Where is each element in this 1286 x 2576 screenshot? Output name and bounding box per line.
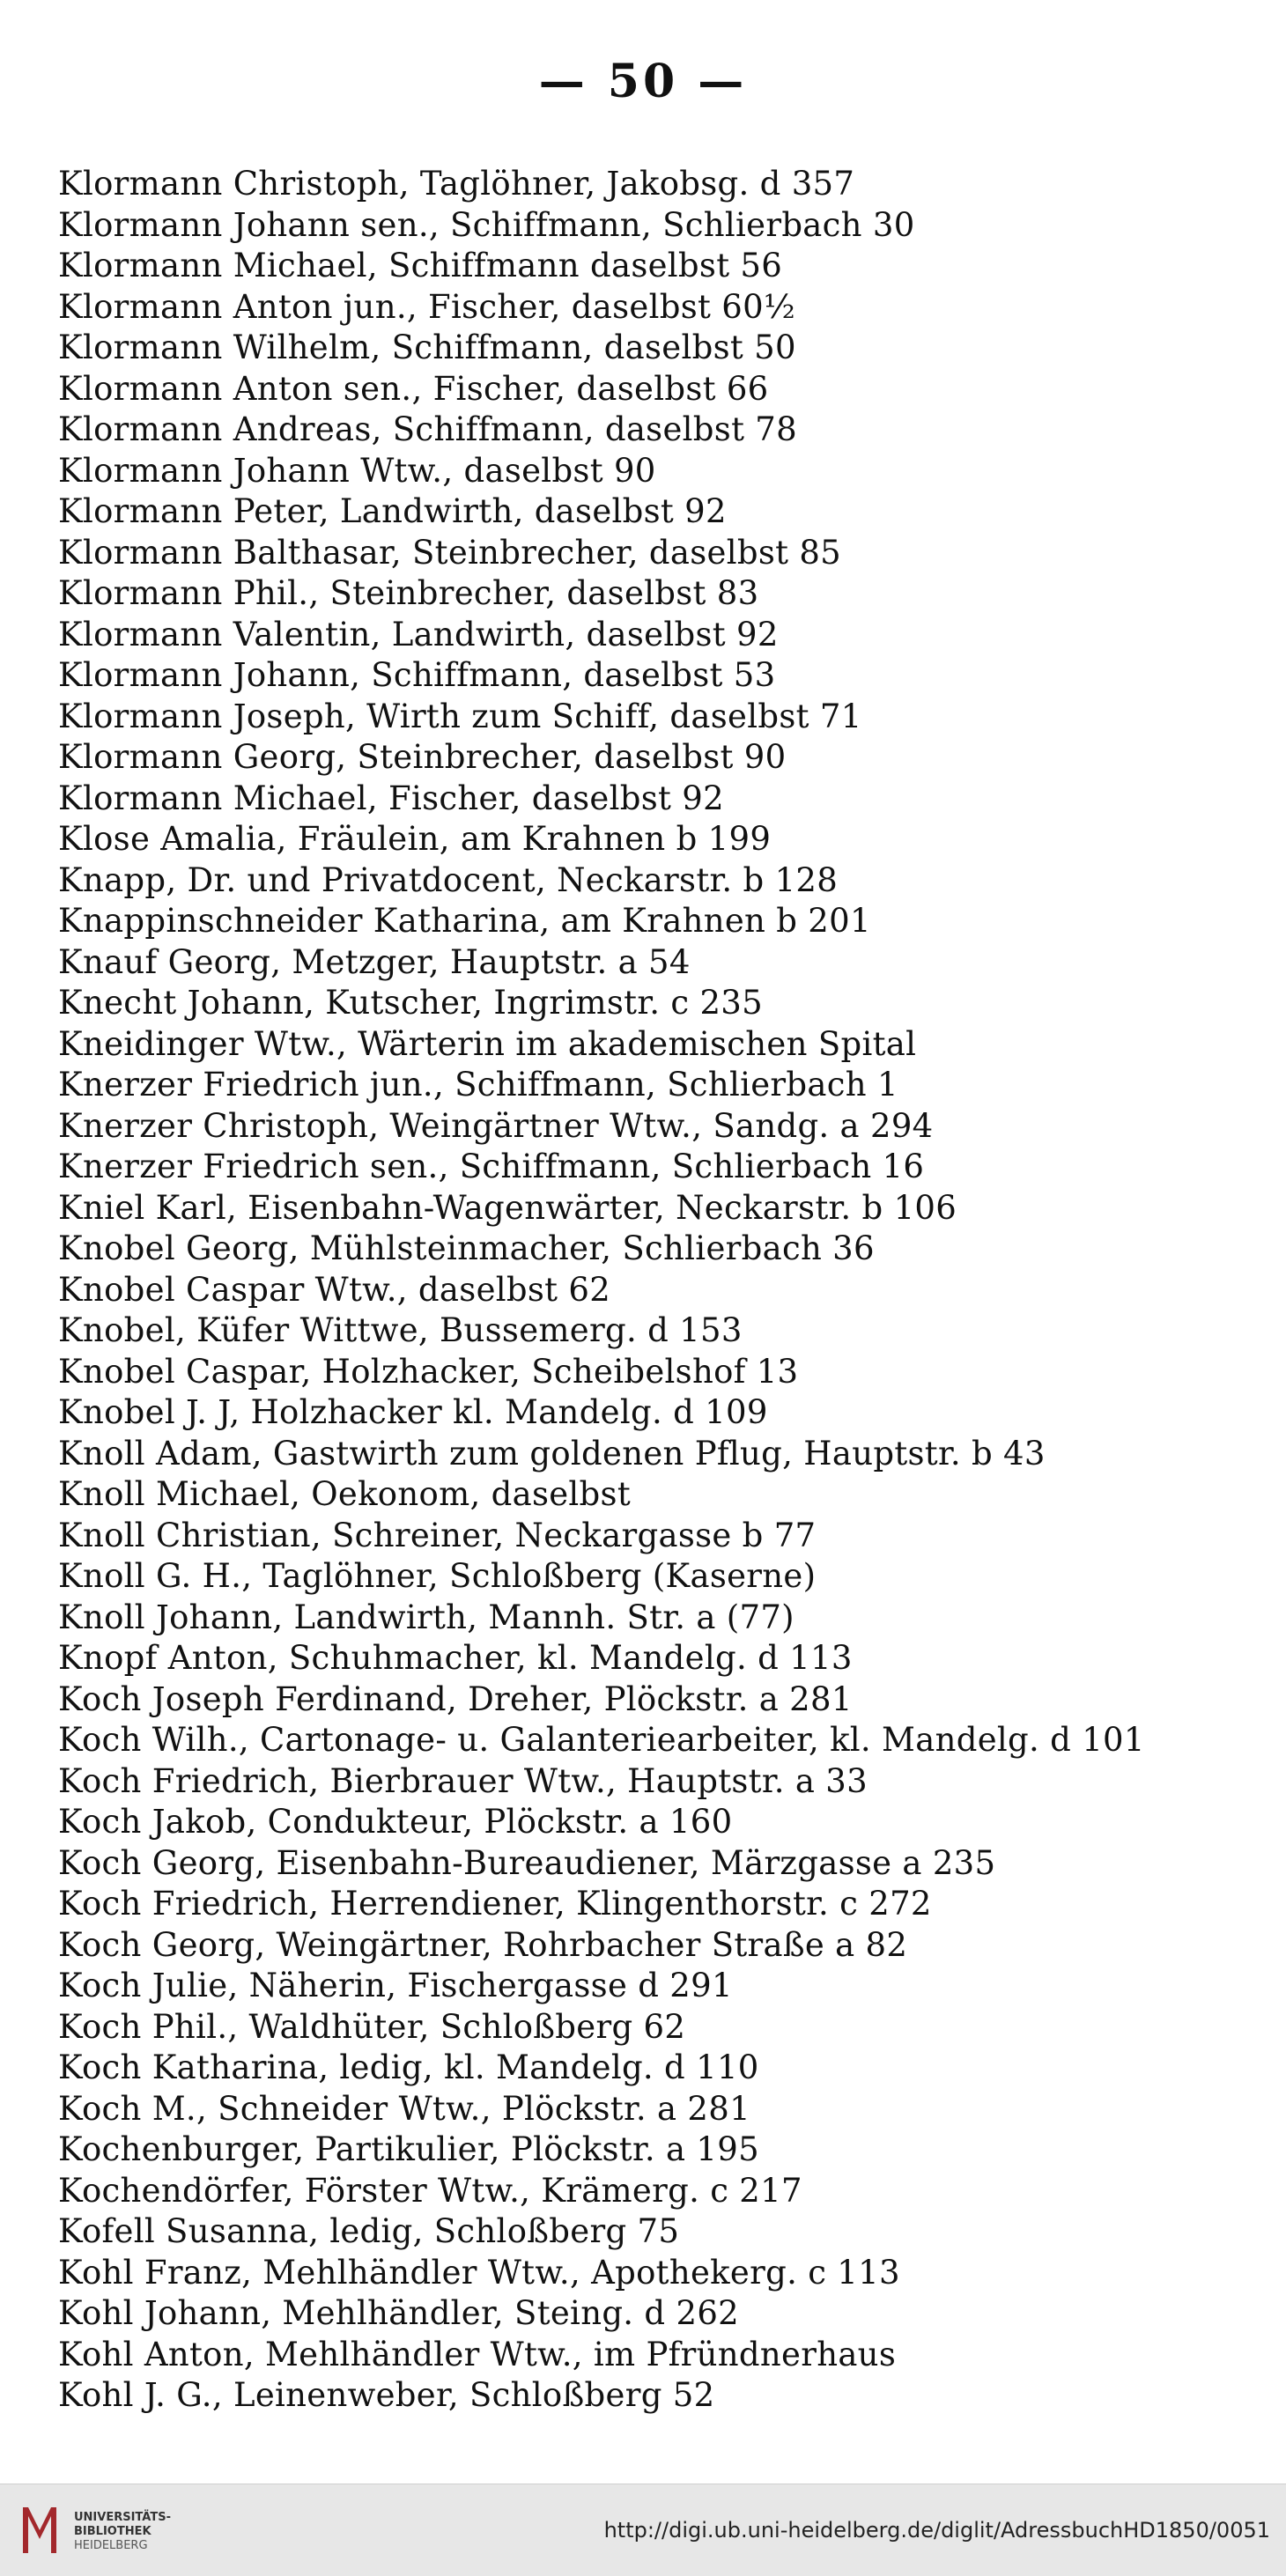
directory-entry: Klormann Johann, Schiffmann, daselbst 53 — [58, 656, 776, 694]
directory-entry: Kochenburger, Partikulier, Plöckstr. a 195 — [58, 2130, 759, 2168]
directory-entry: Knappinschneider Katharina, am Krahnen b 201 — [58, 902, 871, 940]
directory-entry: Knoll G. H., Taglöhner, Schloßberg (Kaserne) — [58, 1557, 817, 1595]
directory-entry: Klormann Valentin, Landwirth, daselbst 92 — [58, 615, 779, 653]
library-name — [74, 2511, 171, 2553]
directory-entry: Knoll Johann, Landwirth, Mannh. Str. a (77) — [58, 1598, 795, 1636]
directory-entry: Klormann Phil., Steinbrecher, daselbst 83 — [58, 574, 759, 612]
directory-entry: Koch Georg, Eisenbahn-Bureaudiener, Märzgasse a 235 — [58, 1843, 996, 1882]
directory-entry: Klormann Balthasar, Steinbrecher, daselbst 85 — [58, 533, 842, 572]
directory-entry: Klormann Georg, Steinbrecher, daselbst 90 — [58, 738, 787, 776]
directory-entry: Kniel Karl, Eisenbahn-Wagenwärter, Neckarstr. b 106 — [58, 1188, 957, 1227]
directory-entry: Kochendörfer, Förster Wtw., Krämerg. c 217 — [58, 2171, 802, 2210]
directory-entry: Koch Wilh., Cartonage- u. Galanteriearbeiter, kl. Mandelg. d 101 — [58, 1721, 1145, 1759]
directory-entry: Knopf Anton, Schuhmacher, kl. Mandelg. d 113 — [58, 1639, 853, 1677]
directory-entry: Klormann Michael, Fischer, daselbst 92 — [58, 779, 724, 817]
library-name-line: UNIVERSITÄTS- — [74, 2511, 171, 2524]
directory-entry-list — [58, 164, 1238, 2417]
directory-entry: Klormann Michael, Schiffmann daselbst 56 — [58, 247, 783, 284]
footer-bar — [0, 2484, 1286, 2576]
directory-entry: Koch Friedrich, Herrendiener, Klingenthorstr. c 272 — [58, 1885, 932, 1923]
page-number: — 50 — — [538, 55, 748, 108]
directory-entry: Koch M., Schneider Wtw., Plöckstr. a 281 — [58, 2089, 750, 2128]
directory-entry: Knoll Christian, Schreiner, Neckargasse b 77 — [58, 1516, 817, 1554]
directory-entry: Koch Phil., Waldhüter, Schloßberg 62 — [58, 2007, 686, 2046]
directory-entry: Knerzer Friedrich jun., Schiffmann, Schlierbach 1 — [58, 1066, 898, 1103]
directory-entry: Knobel Caspar Wtw., daselbst 62 — [58, 1270, 611, 1309]
library-logo-icon — [16, 2504, 63, 2557]
source-url-link[interactable]: http://digi.ub.uni-heidelberg.de/diglit/AdressbuchHD1850/0051 — [603, 2518, 1270, 2543]
directory-entry: Knobel Caspar, Holzhacker, Scheibelshof 13 — [58, 1352, 799, 1391]
directory-entry: Koch Friedrich, Bierbrauer Wtw., Hauptstr. a 33 — [58, 1761, 868, 1800]
directory-entry: Knecht Johann, Kutscher, Ingrimstr. c 235 — [58, 984, 763, 1022]
directory-entry: Knoll Adam, Gastwirth zum goldenen Pflug, Hauptstr. b 43 — [58, 1434, 1046, 1473]
directory-entry: Klose Amalia, Fräulein, am Krahnen b 199 — [58, 820, 772, 858]
directory-entry: Kohl Johann, Mehlhändler, Steing. d 262 — [58, 2294, 739, 2332]
directory-entry: Kohl J. G., Leinenweber, Schloßberg 52 — [58, 2376, 715, 2414]
directory-entry: Klormann Wilhelm, Schiffmann, daselbst 50 — [58, 328, 796, 366]
directory-entry: Klormann Anton sen., Fischer, daselbst 66 — [58, 369, 769, 408]
directory-entry: Klormann Christoph, Taglöhner, Jakobsg. d 357 — [58, 165, 855, 203]
directory-entry: Knapp, Dr. und Privatdocent, Neckarstr. b 128 — [58, 860, 839, 899]
directory-entry: Knobel J. J, Holzhacker kl. Mandelg. d 109 — [58, 1393, 768, 1431]
directory-entry: Klormann Anton jun., Fischer, daselbst 60½ — [58, 287, 796, 326]
directory-entry: Knerzer Christoph, Weingärtner Wtw., Sandg. a 294 — [58, 1106, 934, 1145]
library-name-line: BIBLIOTHEK — [74, 2525, 152, 2538]
directory-entry: Klormann Andreas, Schiffmann, daselbst 78 — [58, 410, 797, 448]
directory-entry: Knauf Georg, Metzger, Hauptstr. a 54 — [58, 942, 691, 981]
directory-entry: Koch Georg, Weingärtner, Rohrbacher Straße a 82 — [58, 1925, 908, 1964]
directory-entry: Klormann Johann Wtw., daselbst 90 — [58, 451, 656, 490]
directory-entry: Kofell Susanna, ledig, Schloßberg 75 — [58, 2212, 680, 2250]
directory-entry: Klormann Joseph, Wirth zum Schiff, daselbst 71 — [58, 697, 862, 735]
directory-entry: Knoll Michael, Oekonom, daselbst — [58, 1475, 631, 1513]
directory-entry: Kohl Anton, Mehlhändler Wtw., im Pfründnerhaus — [58, 2335, 897, 2373]
directory-entry: Koch Katharina, ledig, kl. Mandelg. d 110 — [58, 2048, 759, 2086]
directory-entry: Kohl Franz, Mehlhändler Wtw., Apothekerg. c 113 — [58, 2253, 900, 2292]
directory-entry: Koch Jakob, Condukteur, Plöckstr. a 160 — [58, 1803, 733, 1841]
directory-entry: Knerzer Friedrich sen., Schiffmann, Schlierbach 16 — [58, 1148, 925, 1185]
directory-entry: Koch Julie, Näherin, Fischergasse d 291 — [58, 1967, 733, 2004]
directory-entry: Knobel, Küfer Wittwe, Bussemerg. d 153 — [58, 1311, 743, 1349]
directory-entry: Koch Joseph Ferdinand, Dreher, Plöckstr. a 281 — [58, 1679, 853, 1718]
library-name-line: HEIDELBERG — [74, 2539, 148, 2552]
directory-entry: Klormann Peter, Landwirth, daselbst 92 — [58, 492, 727, 530]
directory-entry: Knobel Georg, Mühlsteinmacher, Schlierbach 36 — [58, 1229, 875, 1267]
directory-entry: Kneidinger Wtw., Wärterin im akademischen Spital — [58, 1024, 917, 1063]
directory-entry: Klormann Johann sen., Schiffmann, Schlierbach 30 — [58, 205, 915, 244]
